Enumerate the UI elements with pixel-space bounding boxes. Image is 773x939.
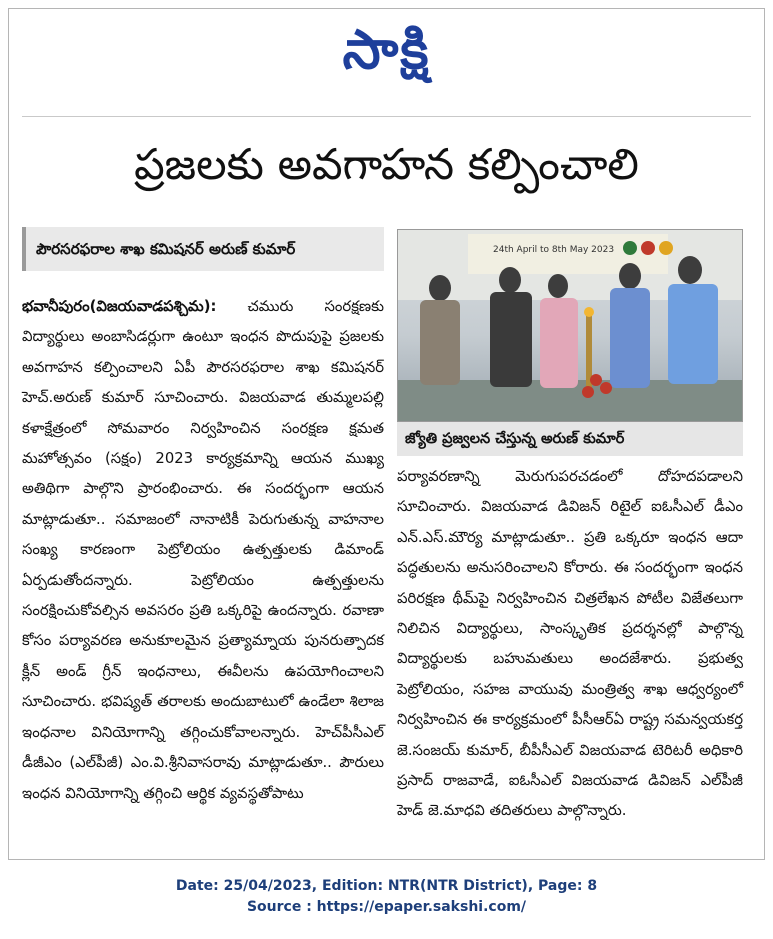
lamp-lighting-photo [398,230,743,422]
article-headline: ప్రజలకు అవగాహన కల్పించాలి [134,140,639,190]
footer-source: Source : https://epaper.sakshi.com/ [246,899,527,915]
photo-banner-text: 24th April to 8th May 2023 [493,245,615,255]
article-body-right: పర్యావరణాన్ని మెరుగుపరచడంలో దోహదపడాలని సూచించారు. విజయవాడ డివిజన్ రిటైల్ ఐఓసీఎల్ డీఎం ఎన్.ఎస్.మౌర్య మాట్లాడుతూ.. ప్రతి ఒక్కరూ ఇంధన ఆదా పద్ధతులను అనుసరించాలని కోరారు. ఈ సందర్భంగా ఇంధన పరిరక్షణ థీమ్‌పై నిర్వహించిన చిత్రలేఖన పోటీల విజేతలుగా నిలిచిన విద్యార్థులు, సాంస్కృతిక ప్రదర్శనల్లో పాల్గొన్న విద్యార్థులకు బహుమతులు అందజేశారు. ప్రభుత్వ పెట్రోలియం, సహజ వాయువు మంత్రిత్వ శాఖ ఆధ్వర్యంలో నిర్వహించిన ఈ కార్యక్రమంలో పీసీఆర్ఏ రాష్ట్ర సమన్వయకర్త జె.సంజయ్ కుమార్, బీపీసీఎల్ విజయవాడ టెరిటరీ అధికారి ప్రసాద్ రాజవాడే, ఐఓసీఎల్ విజయవాడ డివిజన్ ఎల్‌పీజీ హెడ్ జె.మాధవి తదితరులు పాల్గొన్నారు. [397,468,743,820]
article-dateline: భవానీపురం(విజయవాడపశ్చిమ): [22,298,217,315]
article-column-left [22,292,384,809]
article-subhead: పౌరసరఫరాల శాఖ కమిషనర్ అరుణ్ కుమార్ [22,227,384,271]
article-column-right [397,462,743,827]
masthead-divider [22,116,751,117]
article-body-left: చమురు సంరక్షణకు విద్యార్థులు అంబాసిడర్లుగా ఉంటూ ఇంధన పొదుపుపై ప్రజలకు అవగాహన కల్పించాలని ఏపీ పౌరసరఫరాల శాఖ కమిషనర్ హెచ్.అరుణ్ కుమార్ సూచించారు. విజయవాడ తుమ్మలపల్లి కళాక్షేత్రంలో సోమవారం నిర్వహించిన సంరక్షణ క్షమత మహోత్సవం (సక్షం) 2023 కార్యక్రమాన్ని ఆయన ముఖ్య అతిథిగా పాల్గొని ప్రారంభించారు. ఈ సందర్భంగా ఆయన మాట్లాడుతూ.. సమాజంలో నానాటికీ పెరుగుతున్న వాహనాల సంఖ్య కారణంగా పెట్రోలియం ఉత్పత్తులకు డిమాండ్ ఏర్పడుతోందన్నారు. పెట్రోలియం ఉత్పత్తులను సంరక్షించుకోవల్సిన అవసరం ప్రతి ఒక్కరిపై ఉందన్నారు. రవాణా కోసం పర్యావరణ అనుకూలమైన ప్రత్యామ్నాయ పునరుత్పాదక క్లీన్ అండ్ గ్రీన్ ఇంధనాలు, ఈవీలను ఉపయోగించాలని సూచించారు. భవిష్యత్ తరాలకు అందుబాటులో ఉండేలా శిలాజ ఇంధనాల వినియోగాన్ని తగ్గించుకోవాలన్నారు. హెచ్‌పీసీఎల్ డీజీఎం (ఎల్‌పీజీ) ఎం.వి.శ్రీనివాసరావు మాట్లాడుతూ.. పౌరులు ఇంధన వినియోగాన్ని తగ్గించి ఆర్థిక వ్యవస్థతోపాటు [22,298,384,802]
footer [0,876,773,918]
article-photo [397,229,743,422]
photo-caption: జ్యోతి ప్రజ్వలన చేస్తున్న అరుణ్ కుమార్ [397,422,743,456]
footer-date-edition: Date: 25/04/2023, Edition: NTR(NTR District), Page: 8 [175,878,598,894]
masthead-logo: సాక్షి [342,18,431,81]
